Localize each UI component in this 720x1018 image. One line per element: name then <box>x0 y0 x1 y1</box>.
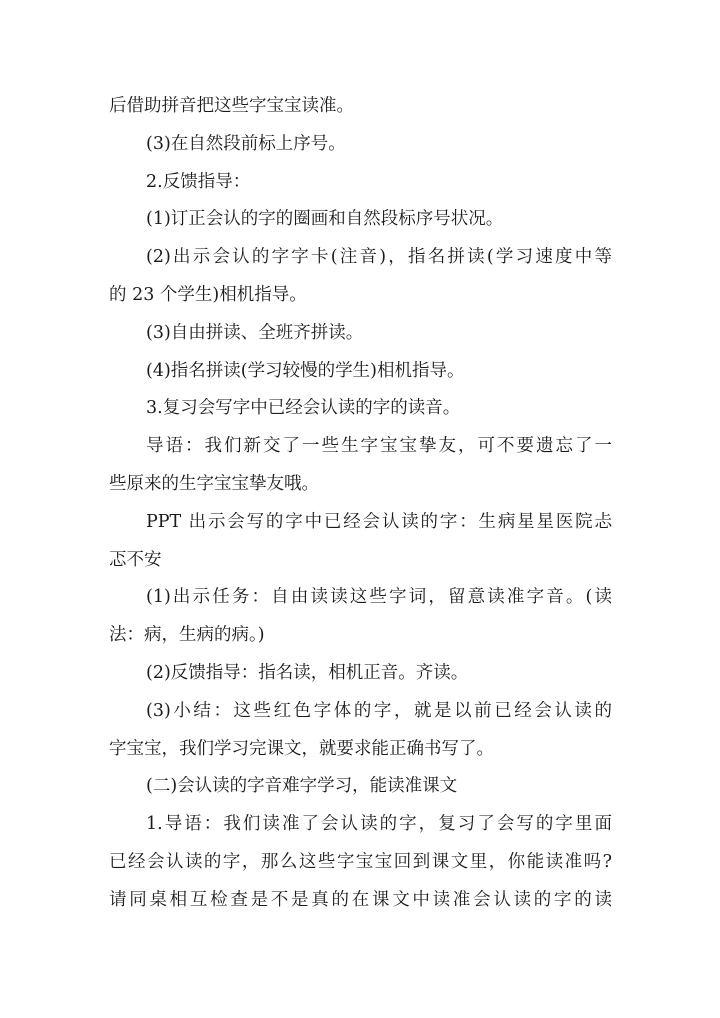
text-line: PPT 出示会写的字中已经会认读的字：生病星星医院忐 <box>146 511 612 532</box>
text-line: 忑不安 <box>109 549 162 570</box>
text-line: 2.反馈指导： <box>146 171 251 192</box>
text-line: 导语：我们新交了一些生字宝宝挚友，可不要遗忘了一 <box>146 436 612 457</box>
text-line: (2)反馈指导：指名读，相机正音。齐读。 <box>146 662 469 683</box>
text-line: (1)出示任务：自由读读这些字词，留意读准字音。(读 <box>146 587 612 608</box>
text-line: 1.导语：我们读准了会认读的字，复习了会写的字里面 <box>146 814 612 835</box>
text-line: 的 23 个学生)相机指导。 <box>109 284 307 305</box>
text-line: (3)小结：这些红色字体的字，就是以前已经会认读的 <box>146 700 612 721</box>
text-line: 法：病，生病的病。) <box>109 625 265 646</box>
text-line: (4)指名拼读(学习较慢的学生)相机指导。 <box>146 360 465 381</box>
text-line: 3.复习会写字中已经会认读的字的读音。 <box>146 398 461 419</box>
document-body <box>109 88 612 920</box>
text-line: (2)出示会认的字字卡(注音)，指名拼读(学习速度中等 <box>146 247 612 268</box>
text-line: 后借助拼音把这些字宝宝读准。 <box>109 96 354 116</box>
text-line: (3)自由拼读、全班齐拼读。 <box>146 322 364 343</box>
text-line: (1)订正会认的字的圈画和自然段标序号状况。 <box>146 209 504 230</box>
text-line: 些原来的生字宝宝挚友哦。 <box>109 473 319 494</box>
text-line: (二)会认读的字音难字学习，能读准课文 <box>146 776 458 797</box>
text-line: 请同桌相互检查是不是真的在课文中读准会认读的字的读 <box>109 889 612 910</box>
text-line: 字宝宝，我们学习完课文，就要求能正确书写了。 <box>109 738 494 759</box>
text-line: 已经会认读的字，那么这些字宝宝回到课文里，你能读准吗? <box>109 851 612 872</box>
text-line: (3)在自然段前标上序号。 <box>146 133 346 154</box>
